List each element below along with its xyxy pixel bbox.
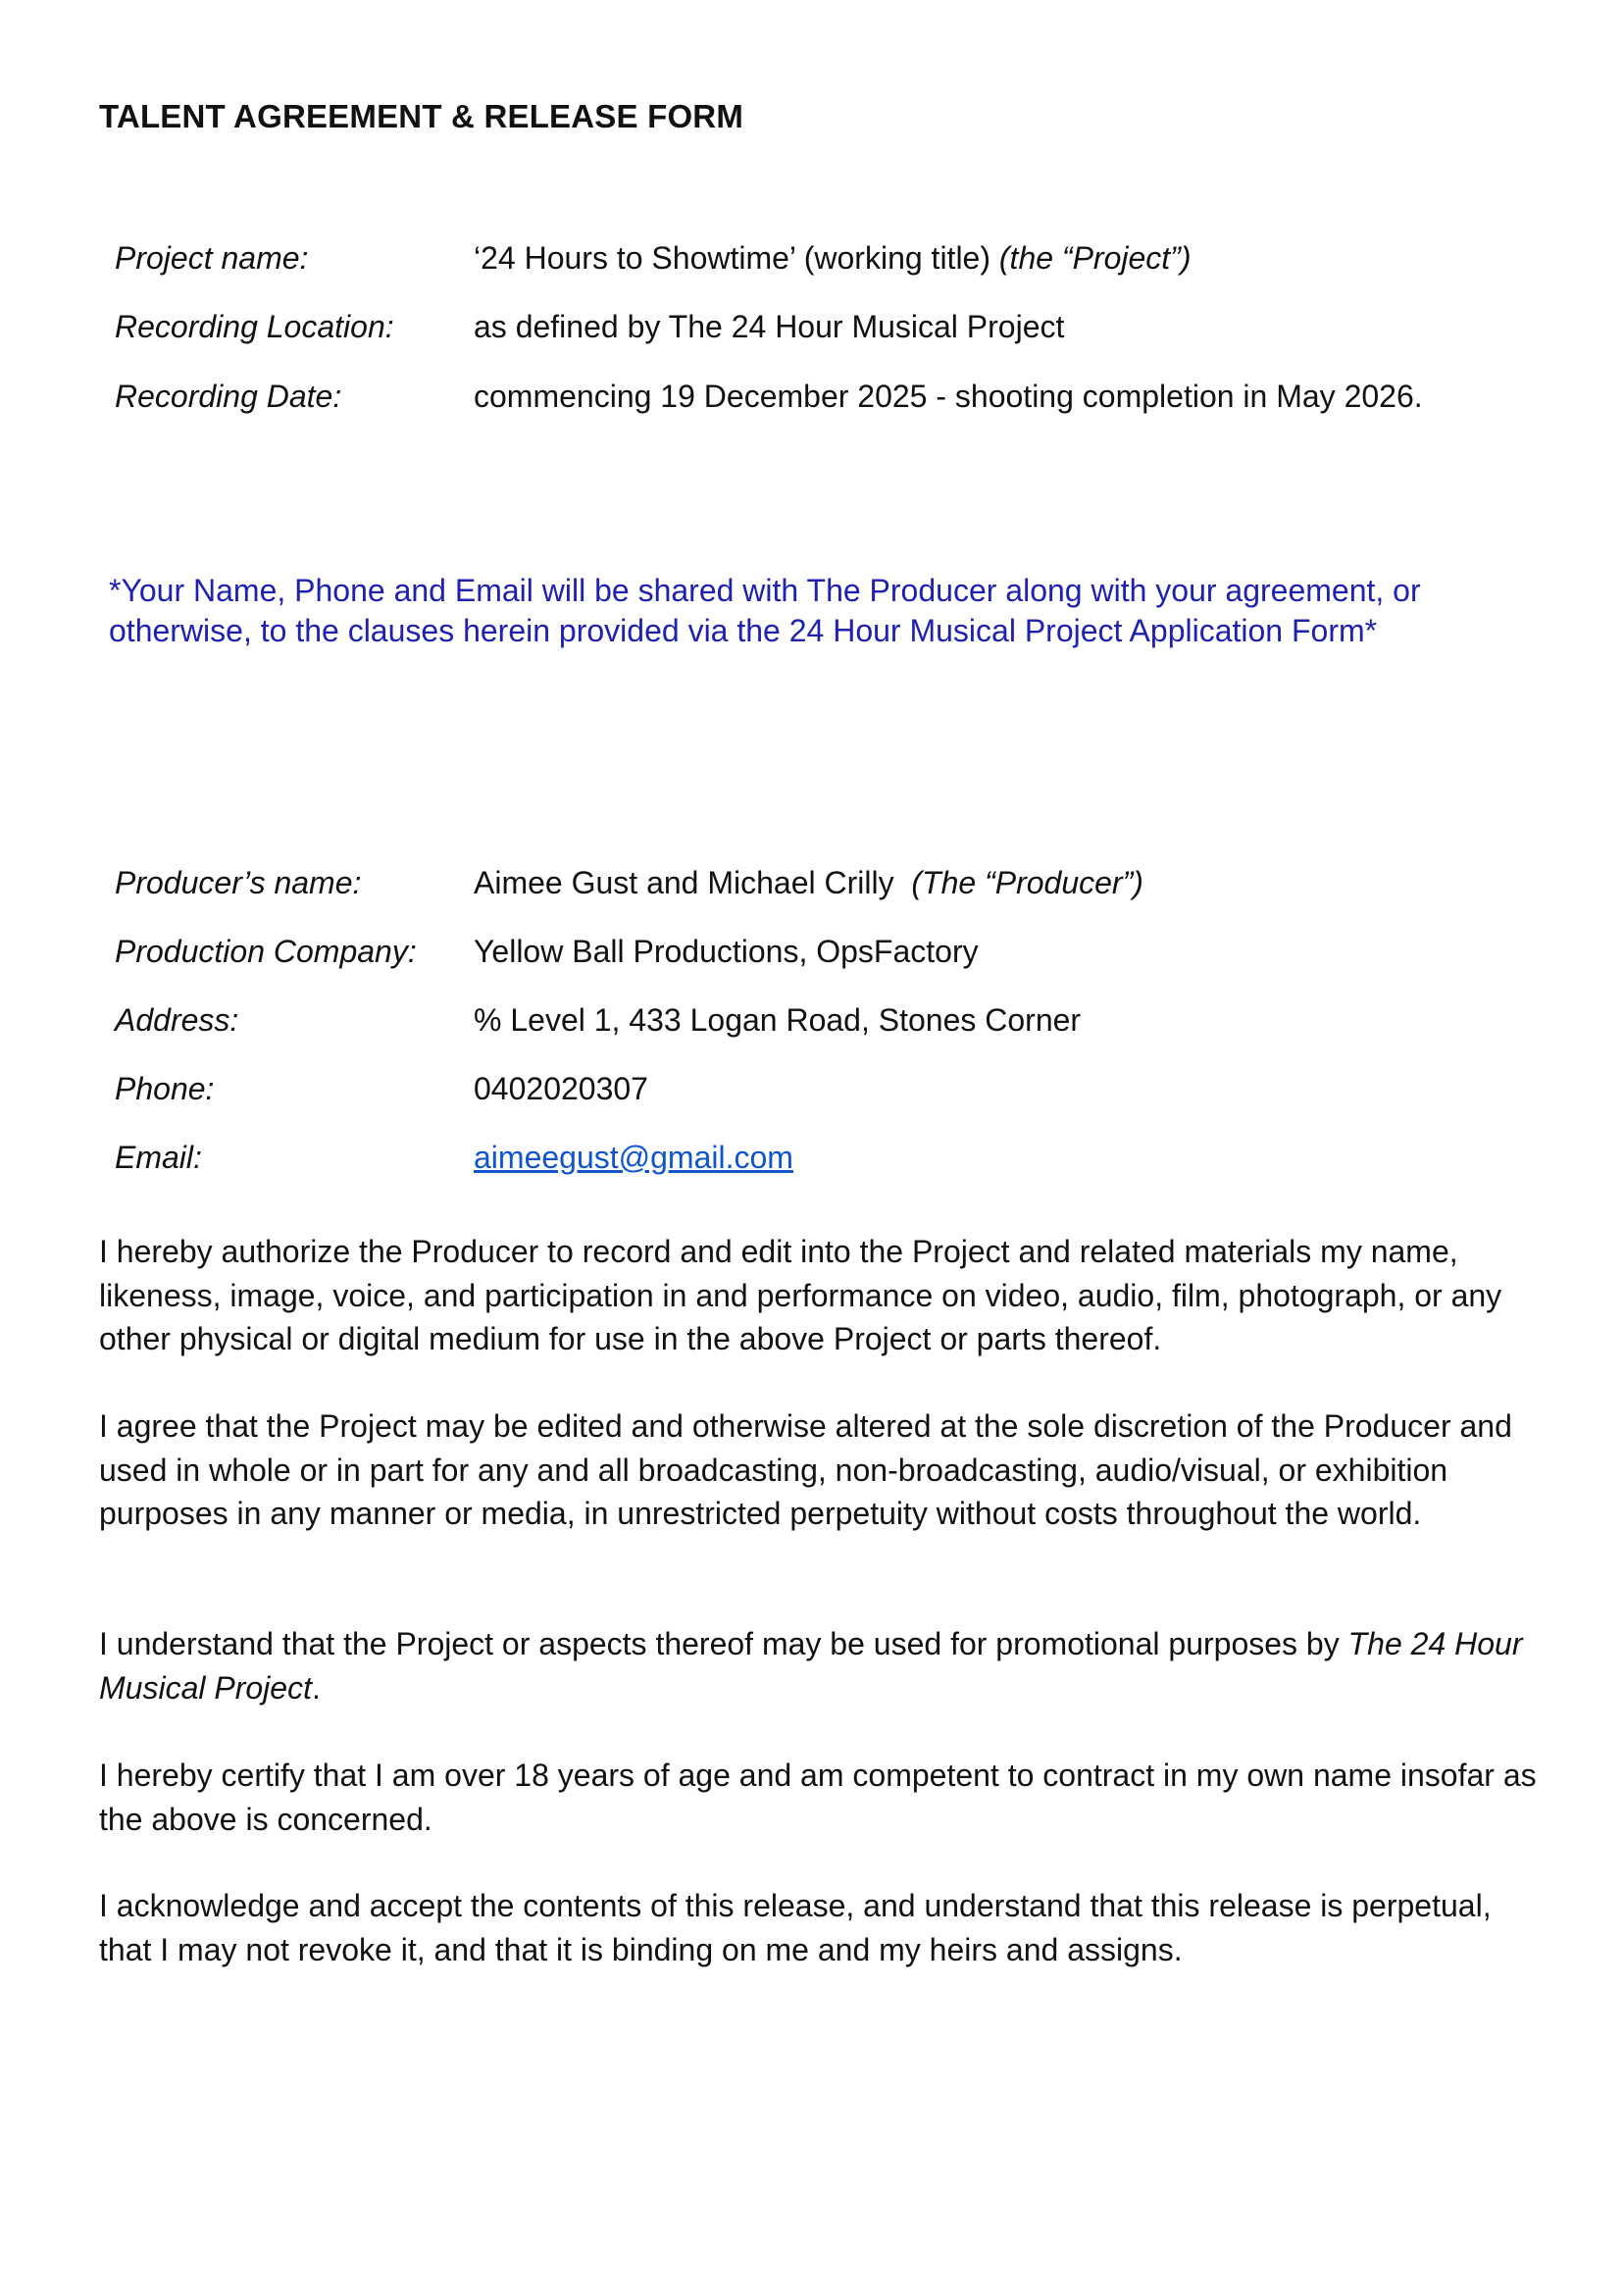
project-name-label: Project name: — [115, 240, 309, 276]
recording-date-label: Recording Date: — [115, 379, 342, 414]
project-name-value-group — [474, 238, 1191, 278]
clause-promotional-name: The 24 Hour Musical Project — [99, 1626, 1523, 1706]
clause-promotional — [99, 1622, 1550, 1709]
recording-location-label: Recording Location: — [115, 309, 394, 344]
project-name-value: ‘24 Hours to Showtime’ (working title) — [474, 240, 990, 276]
clause-acknowledge: I acknowledge and accept the contents of this release, and understand that this release is perpetual, that I may not revoke it, and that it is binding on me and my heirs and assigns. — [99, 1888, 1492, 1967]
producer-name-suffix: (The “Producer”) — [911, 865, 1143, 900]
clause-edit: I agree that the Project may be edited and otherwise altered at the sole discretion of the Producer and used in whole or in part for any and all broadcasting, non-broadcasting, audio/visual, or exhibition purposes in any manner or media, in unrestricted perpetuity without costs throughout the world. — [99, 1408, 1512, 1531]
address-label: Address: — [115, 1002, 239, 1038]
recording-location-value: as defined by The 24 Hour Musical Project — [474, 309, 1065, 344]
producer-name-value: Aimee Gust and Michael Crilly — [474, 865, 894, 900]
production-company-value: Yellow Ball Productions, OpsFactory — [474, 934, 979, 969]
clause-promotional-end: . — [311, 1669, 321, 1706]
clause-authorize: I hereby authorize the Producer to record and edit into the Project and related materials my name, likeness, image, voice, and participation in and performance on video, audio, film, photograph, or any other physical or digital medium for use in the above Project or parts thereof. — [99, 1234, 1502, 1356]
address-value: % Level 1, 433 Logan Road, Stones Corner — [474, 1002, 1082, 1038]
project-name-suffix: (the “Project”) — [998, 240, 1192, 276]
phone-value: 0402020307 — [474, 1071, 648, 1106]
production-company-label: Production Company: — [115, 934, 417, 969]
data-sharing-notice: *Your Name, Phone and Email will be shared with The Producer along with your agreement, or otherwise, to the clauses herein provided via the 24 Hour Musical Project Application Form* — [109, 573, 1421, 648]
email-label: Email: — [115, 1140, 202, 1175]
producer-name-label: Producer’s name: — [115, 865, 362, 900]
form-title: TALENT AGREEMENT & RELEASE FORM — [99, 98, 744, 134]
clause-promotional-text: I understand that the Project or aspects thereof may be used for promotional purposes by — [99, 1626, 1340, 1661]
producer-name-value-group — [474, 863, 1143, 902]
phone-label: Phone: — [115, 1071, 215, 1106]
email-link[interactable]: aimeegust@gmail.com — [474, 1140, 793, 1175]
recording-date-value: commencing 19 December 2025 - shooting completion in May 2026. — [474, 379, 1423, 414]
clause-age: I hereby certify that I am over 18 years of age and am competent to contract in my own name insofar as the above is concerned. — [99, 1758, 1537, 1837]
